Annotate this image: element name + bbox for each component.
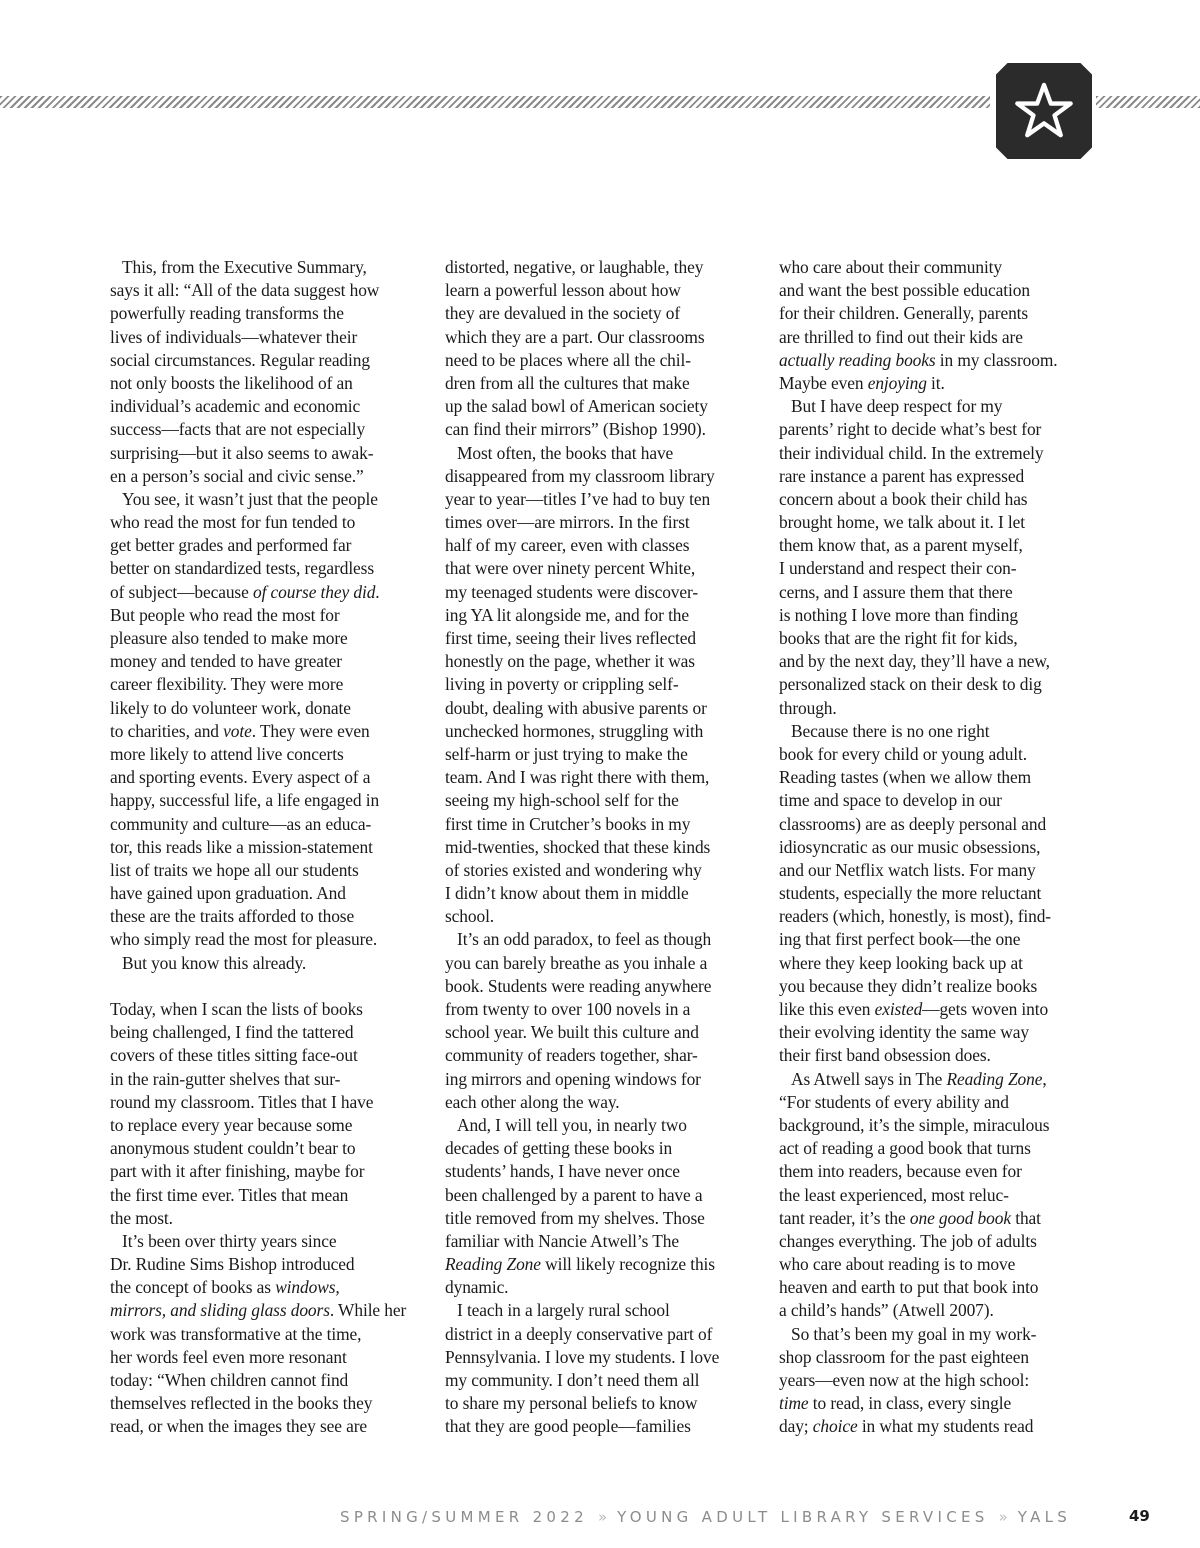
text-line: says it all: “All of the data suggest how	[110, 280, 380, 301]
text-line: As Atwell says in The Reading Zone,	[791, 1068, 1047, 1089]
text-line: of stories existed and wondering why	[445, 859, 702, 880]
text-line: to share my personal beliefs to know	[445, 1393, 698, 1414]
text-line: Dr. Rudine Sims Bishop introduced	[110, 1254, 355, 1275]
text-line: unchecked hormones, struggling with	[445, 720, 704, 741]
text-line: covers of these titles sitting face-out	[110, 1045, 358, 1066]
footer-separator: »	[998, 1508, 1008, 1526]
text-line: Maybe even enjoying it.	[779, 372, 945, 393]
text-line: time and space to develop in our	[779, 790, 1002, 811]
text-line: the concept of books as windows,	[110, 1277, 340, 1298]
text-line: read, or when the images they see are	[110, 1416, 368, 1437]
text-line: students, especially the more reluctant	[779, 883, 1042, 904]
text-line: idiosyncratic as our music obsessions,	[779, 836, 1041, 857]
text-line: ing that first perfect book—the one	[779, 929, 1021, 950]
text-line: happy, successful life, a life engaged in	[110, 790, 380, 811]
text-line: of subject—because of course they did.	[110, 581, 380, 602]
text-line: cerns, and I assure them that there	[779, 581, 1013, 602]
text-line: half of my career, even with classes	[445, 535, 690, 556]
column-2	[445, 256, 757, 1439]
text-line: book. Students were reading anywhere	[445, 975, 712, 996]
text-line: background, it’s the simple, miraculous	[779, 1114, 1050, 1135]
text-line: tant reader, it’s the one good book that	[779, 1207, 1041, 1228]
text-line: community of readers together, shar-	[445, 1045, 698, 1066]
text-line: and sporting events. Every aspect of a	[110, 767, 371, 788]
text-line: dren from all the cultures that make	[445, 372, 690, 393]
text-line: to charities, and vote. They were even	[110, 720, 370, 741]
text-line: that were over ninety percent White,	[445, 558, 696, 579]
text-line: in the rain-gutter shelves that sur-	[110, 1068, 341, 1089]
text-line: dynamic.	[445, 1277, 509, 1298]
text-line: work was transformative at the time,	[110, 1323, 362, 1344]
text-line: district in a deeply conservative part of	[445, 1323, 713, 1344]
footer-issue: SPRING/SUMMER 2022	[340, 1508, 588, 1526]
text-line: their evolving identity the same way	[779, 1022, 1029, 1043]
text-line	[110, 975, 422, 998]
text-line: get better grades and performed far	[110, 535, 352, 556]
text-line: team. And I was right there with them,	[445, 767, 710, 788]
text-line: Pennsylvania. I love my students. I love	[445, 1346, 720, 1367]
text-line: her words feel even more resonant	[110, 1346, 347, 1367]
text-line: I didn’t know about them in middle	[445, 883, 689, 904]
text-line: through.	[779, 697, 837, 718]
text-line: who simply read the most for pleasure.	[110, 929, 378, 950]
text-line: these are the traits afforded to those	[110, 906, 355, 927]
text-line: en a person’s social and civic sense.”	[110, 465, 364, 486]
text-line: which they are a part. Our classrooms	[445, 326, 705, 347]
footer-abbrev: YALS	[1017, 1508, 1072, 1526]
text-line: Because there is no one right	[791, 720, 990, 741]
text-line: up the salad bowl of American society	[445, 396, 708, 417]
text-line: tor, this reads like a mission-statement	[110, 836, 373, 857]
text-line: self-harm or just trying to make the	[445, 743, 688, 764]
text-line: honestly on the page, whether it was	[445, 651, 695, 672]
text-line: each other along the way.	[445, 1091, 620, 1112]
text-line: been challenged by a parent to have a	[445, 1184, 703, 1205]
text-line: likely to do volunteer work, donate	[110, 697, 351, 718]
text-line: pleasure also tended to make more	[110, 628, 348, 648]
text-line: them into readers, because even for	[779, 1161, 1022, 1182]
text-line: So that’s been my goal in my work-	[791, 1323, 1037, 1344]
text-line: school.	[445, 906, 495, 927]
text-line: surprising—but it also seems to awak-	[110, 442, 374, 463]
text-line: anonymous student couldn’t bear to	[110, 1138, 356, 1159]
text-line: concern about a book their child has	[779, 488, 1028, 509]
text-line: career flexibility. They were more	[110, 674, 344, 695]
text-line: a child’s hands” (Atwell 2007).	[779, 1300, 994, 1321]
text-line: books that are the right fit for kids,	[779, 628, 1018, 648]
text-line: lives of individuals—whatever their	[110, 326, 358, 347]
text-line: But I have deep respect for my	[791, 396, 1003, 417]
text-line: to replace every year because some	[110, 1114, 353, 1135]
text-line: round my classroom. Titles that I have	[110, 1091, 374, 1112]
text-line: And, I will tell you, in nearly two	[457, 1114, 687, 1135]
text-line: I teach in a largely rural school	[457, 1300, 670, 1321]
text-line: my community. I don’t need them all	[445, 1370, 700, 1390]
star-badge	[996, 63, 1092, 159]
text-line: like this even existed—gets woven into	[779, 999, 1049, 1019]
text-line: changes everything. The job of adults	[779, 1230, 1037, 1251]
text-line: themselves reflected in the books they	[110, 1393, 373, 1414]
page-footer	[340, 1508, 1100, 1530]
text-line: powerfully reading transforms the	[110, 303, 344, 324]
text-line: not only boosts the likelihood of an	[110, 372, 353, 393]
text-line: learn a powerful lesson about how	[445, 280, 681, 301]
text-line: Today, when I scan the lists of books	[110, 999, 363, 1019]
text-line: school year. We built this culture and	[445, 1022, 699, 1043]
column-1	[110, 256, 422, 1439]
text-line: the first time ever. Titles that mean	[110, 1184, 349, 1205]
text-line: from twenty to over 100 novels in a	[445, 999, 691, 1019]
text-line: It’s been over thirty years since	[122, 1230, 337, 1251]
text-line: time to read, in class, every single	[779, 1393, 1012, 1414]
text-line: the least experienced, most reluc-	[779, 1184, 1009, 1205]
text-line: decades of getting these books in	[445, 1138, 673, 1159]
text-line: that they are good people—families	[445, 1416, 691, 1437]
text-line: This, from the Executive Summary,	[122, 257, 367, 277]
text-line: social circumstances. Regular reading	[110, 349, 370, 370]
text-line: is nothing I love more than finding	[779, 604, 1018, 625]
text-line: part with it after finishing, maybe for	[110, 1161, 365, 1182]
text-line: more likely to attend live concerts	[110, 743, 344, 764]
text-line: their individual child. In the extremely	[779, 442, 1044, 463]
text-line: who read the most for fun tended to	[110, 512, 356, 533]
footer-publication: YOUNG ADULT LIBRARY SERVICES	[617, 1508, 989, 1526]
text-line: disappeared from my classroom library	[445, 465, 715, 486]
text-line: individual’s academic and economic	[110, 396, 361, 417]
text-line: my teenaged students were discover-	[445, 581, 699, 602]
text-line: and want the best possible education	[779, 280, 1030, 301]
text-line: brought home, we talk about it. I let	[779, 512, 1025, 533]
text-line: living in poverty or crippling self-	[445, 674, 679, 695]
text-line: money and tended to have greater	[110, 651, 342, 672]
text-line: You see, it wasn’t just that the people	[122, 488, 378, 509]
text-line: It’s an odd paradox, to feel as though	[457, 929, 712, 950]
text-line: ing YA lit alongside me, and for the	[445, 604, 690, 625]
text-line: actually reading books in my classroom.	[779, 349, 1058, 370]
article-body	[110, 256, 1096, 1436]
text-line: where they keep looking back up at	[779, 952, 1023, 973]
text-line: readers (which, honestly, is most), find-	[779, 906, 1051, 927]
text-line: have gained upon graduation. And	[110, 883, 346, 904]
text-line: times over—are mirrors. In the first	[445, 512, 690, 533]
text-line: act of reading a good book that turns	[779, 1138, 1031, 1159]
text-line: first time in Crutcher’s books in my	[445, 813, 691, 834]
text-line: being challenged, I find the tattered	[110, 1022, 354, 1043]
text-line: can find their mirrors” (Bishop 1990).	[445, 419, 706, 440]
text-line: But you know this already.	[122, 952, 307, 973]
text-line: personalized stack on their desk to dig	[779, 674, 1042, 695]
text-line: you can barely breathe as you inhale a	[445, 952, 708, 973]
text-line: familiar with Nancie Atwell’s The	[445, 1230, 679, 1251]
text-line: better on standardized tests, regardless	[110, 558, 375, 579]
text-line: day; choice in what my students read	[779, 1416, 1034, 1437]
text-line: parents’ right to decide what’s best for	[779, 419, 1042, 440]
text-line: year to year—titles I’ve had to buy ten	[445, 488, 711, 509]
star-icon	[1013, 80, 1075, 142]
text-line: years—even now at the high school:	[779, 1370, 1030, 1390]
text-line: “For students of every ability and	[779, 1091, 1009, 1112]
text-line: community and culture—as an educa-	[110, 813, 372, 834]
text-line: rare instance a parent has expressed	[779, 465, 1025, 486]
footer-separator: »	[597, 1508, 608, 1526]
text-line: success—facts that are not especially	[110, 419, 366, 440]
text-line: list of traits we hope all our students	[110, 859, 359, 880]
text-line: you because they didn’t realize books	[779, 975, 1038, 996]
text-line: But people who read the most for	[110, 604, 340, 625]
text-line: title removed from my shelves. Those	[445, 1207, 705, 1228]
text-line: distorted, negative, or laughable, they	[445, 257, 704, 277]
text-line: classrooms) are as deeply personal and	[779, 813, 1047, 834]
text-line: they are devalued in the society of	[445, 303, 681, 324]
text-line: doubt, dealing with abusive parents or	[445, 697, 707, 718]
text-line: their first band obsession does.	[779, 1045, 991, 1066]
text-line: mirrors, and sliding glass doors. While her	[110, 1300, 407, 1321]
text-line: them know that, as a parent myself,	[779, 535, 1023, 556]
text-line: today: “When children cannot find	[110, 1370, 349, 1390]
text-line: Reading tastes (when we allow them	[779, 767, 1032, 788]
text-line: first time, seeing their lives reflected	[445, 628, 696, 648]
text-line: for their children. Generally, parents	[779, 303, 1029, 324]
text-line: book for every child or young adult.	[779, 743, 1028, 764]
text-line: students’ hands, I have never once	[445, 1161, 680, 1182]
text-line: and our Netflix watch lists. For many	[779, 859, 1036, 880]
text-line: Most often, the books that have	[457, 442, 674, 463]
text-line: seeing my high-school self for the	[445, 790, 679, 811]
text-line: need to be places where all the chil-	[445, 349, 691, 370]
page-number: 49	[1129, 1507, 1150, 1525]
text-line: the most.	[110, 1207, 173, 1228]
text-line: I understand and respect their con-	[779, 558, 1017, 579]
text-line: shop classroom for the past eighteen	[779, 1346, 1029, 1367]
text-line: and by the next day, they’ll have a new,	[779, 651, 1050, 672]
text-line: ing mirrors and opening windows for	[445, 1068, 701, 1089]
text-line: who care about reading is to move	[779, 1254, 1016, 1275]
text-line: are thrilled to find out their kids are	[779, 326, 1023, 347]
column-3	[779, 256, 1091, 1439]
text-line: Reading Zone will likely recognize this	[445, 1254, 715, 1275]
text-line: mid-twenties, shocked that these kinds	[445, 836, 711, 857]
text-line: heaven and earth to put that book into	[779, 1277, 1039, 1298]
text-line: who care about their community	[779, 257, 1003, 277]
